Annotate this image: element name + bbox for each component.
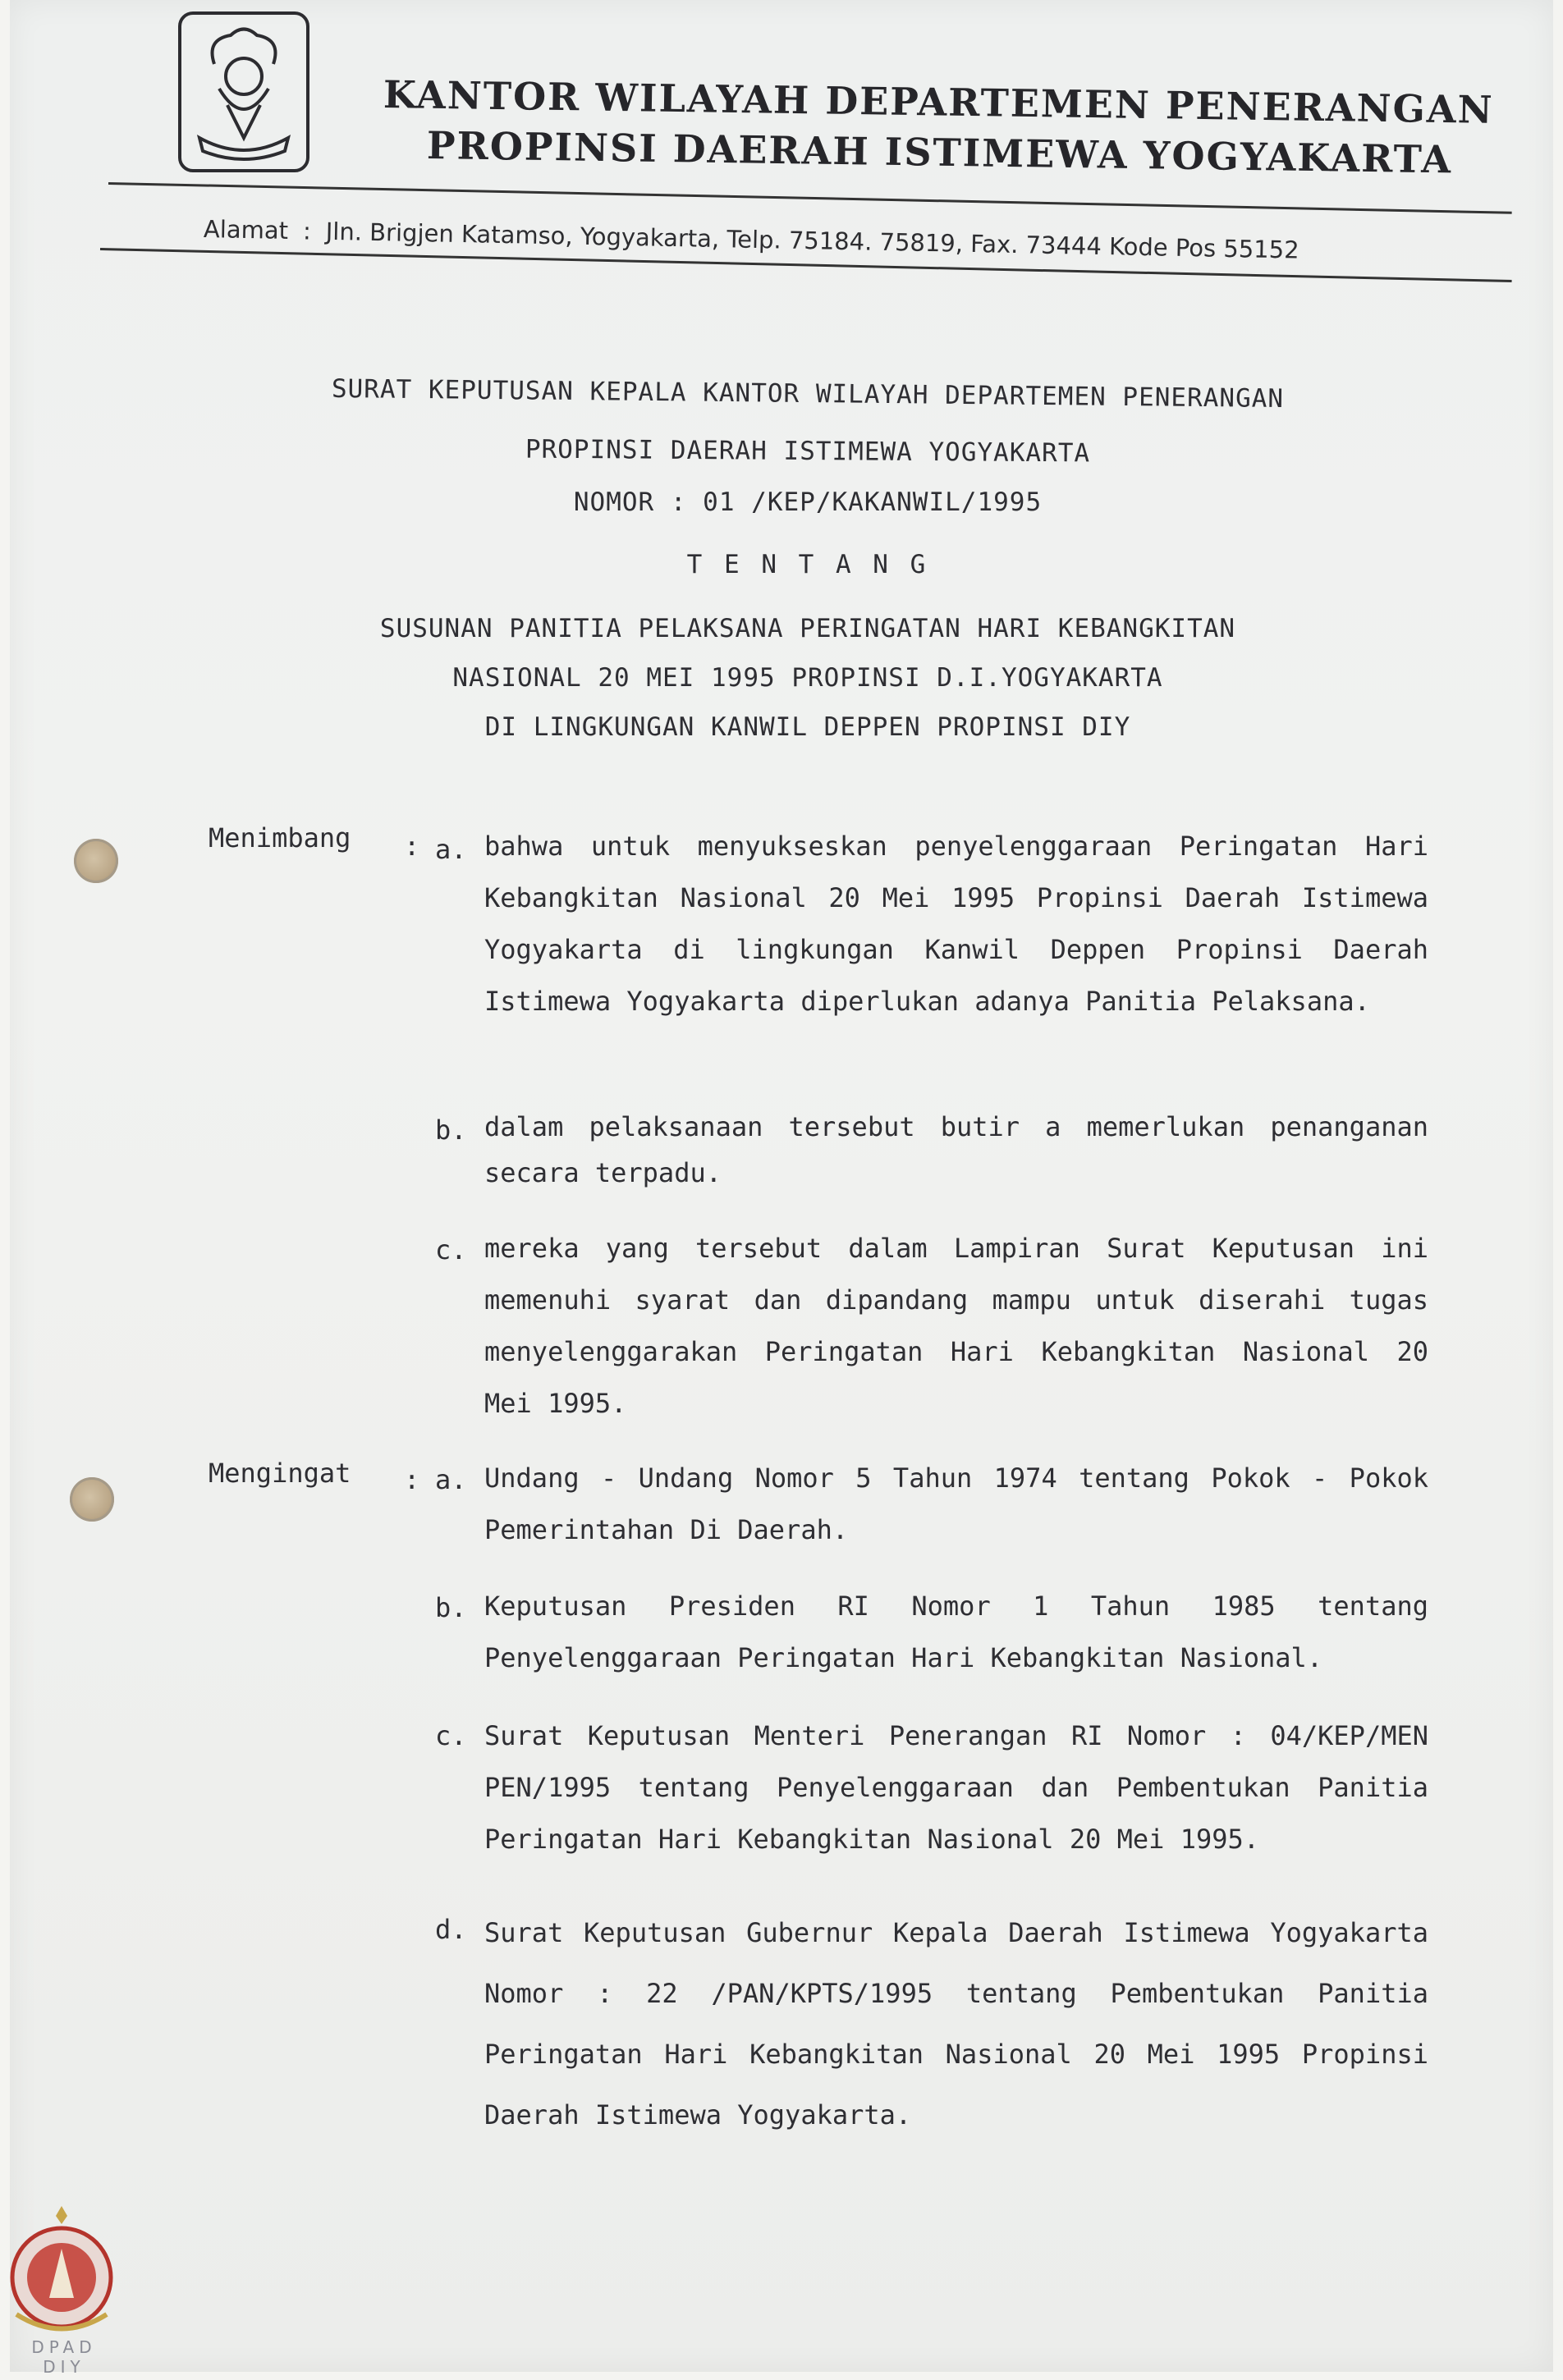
decree-title: SURAT KEPUTUSAN KEPALA KANTOR WILAYAH DEPARTEMEN PENERANGAN <box>331 373 1285 414</box>
decree-tentang: T E N T A N G <box>686 550 929 579</box>
menimbang-c-letter: c. <box>435 1234 467 1266</box>
mengingat-d-letter: d. <box>435 1914 467 1945</box>
menimbang-colon: : <box>404 831 420 862</box>
mengingat-b-text: Keputusan Presiden RI Nomor 1 Tahun 1985 tentang Penyelenggaraan Peringatan Hari Kebangkitan Nasional. <box>484 1590 1428 1673</box>
mengingat-label: Mengingat <box>209 1458 351 1489</box>
letterhead-address: Alamat : Jln. Brigjen Katamso, Yogyakarta, Telp. 75184. 75819, Fax. 73444 Kode Pos 55152 <box>203 215 1299 264</box>
agency-logo <box>178 11 309 172</box>
punch-hole-top <box>74 839 118 883</box>
menimbang-c-text: mereka yang tersebut dalam Lampiran Surat Keputusan ini memenuhi syarat dan dipandang mampu untuk diserahi tugas menyelenggarakan Peringatan Hari Kebangkitan Nasional 20 Mei 1995. <box>484 1233 1428 1419</box>
address-text: Jln. Brigjen Katamso, Yogyakarta, Telp. 75184. 75819, Fax. 73444 Kode Pos 55152 <box>325 217 1299 264</box>
decree-subject-line3: DI LINGKUNGAN KANWIL DEPPEN PROPINSI DIY <box>484 712 1131 742</box>
mengingat-c-letter: c. <box>435 1720 467 1751</box>
mengingat-a-letter: a. <box>435 1464 467 1495</box>
document-page <box>10 0 1553 2372</box>
punch-hole-bottom <box>70 1477 114 1522</box>
watermark-line2: DIY <box>43 2357 85 2377</box>
menimbang-b-letter: b. <box>435 1114 467 1146</box>
mengingat-c-text: Surat Keputusan Menteri Penerangan RI Nomor : 04/KEP/MEN PEN/1995 tentang Penyelenggaraan dan Pembentukan Panitia Peringatan Hari Kebangkitan Nasional 20 Mei 1995. <box>484 1720 1428 1855</box>
letterhead-rule-top <box>108 182 1512 214</box>
archive-watermark-text <box>23 2337 105 2377</box>
mengingat-b-letter: b. <box>435 1592 467 1623</box>
mengingat-colon: : <box>404 1464 420 1495</box>
menimbang-a-text: bahwa untuk menyukseskan penyelenggaraan Peringatan Hari Kebangkitan Nasional 20 Mei 1995 Propinsi Daerah Istimewa Yogyakarta di lingkungan Kanwil Deppen Propinsi Daerah Istimewa Yogyakarta diperlukan adanya Panitia Pelaksana. <box>484 831 1428 1017</box>
decree-province: PROPINSI DAERAH ISTIMEWA YOGYAKARTA <box>525 434 1091 469</box>
mengingat-d-text: Surat Keputusan Gubernur Kepala Daerah Istimewa Yogyakarta Nomor : 22 /PAN/KPTS/1995 tentang Pembentukan Panitia Peringatan Hari Kebangkitan Nasional 20 Mei 1995 Propinsi Daerah Istimewa Yogyakarta. <box>484 1917 1428 2131</box>
letterhead-subtitle: PROPINSI DAERAH ISTIMEWA YOGYAKARTA <box>426 123 1453 182</box>
decree-subject-line2: NASIONAL 20 MEI 1995 PROPINSI D.I.YOGYAKARTA <box>452 663 1163 693</box>
letterhead-title: KANTOR WILAYAH DEPARTEMEN PENERANGAN <box>383 72 1495 132</box>
mengingat-a-text: Undang - Undang Nomor 5 Tahun 1974 tentang Pokok - Pokok Pemerintahan Di Daerah. <box>484 1462 1428 1545</box>
watermark-line1: DPAD <box>31 2337 97 2357</box>
address-label: Alamat <box>203 215 289 245</box>
decree-subject-line1: SUSUNAN PANITIA PELAKSANA PERINGATAN HARI KEBANGKITAN <box>379 614 1236 643</box>
menimbang-b-text: dalam pelaksanaan tersebut butir a memerlukan penanganan secara terpadu. <box>484 1111 1428 1188</box>
decree-number: NOMOR : 01 /KEP/KAKANWIL/1995 <box>573 487 1043 517</box>
menimbang-a-letter: a. <box>435 834 467 865</box>
menimbang-label: Menimbang <box>209 822 351 854</box>
